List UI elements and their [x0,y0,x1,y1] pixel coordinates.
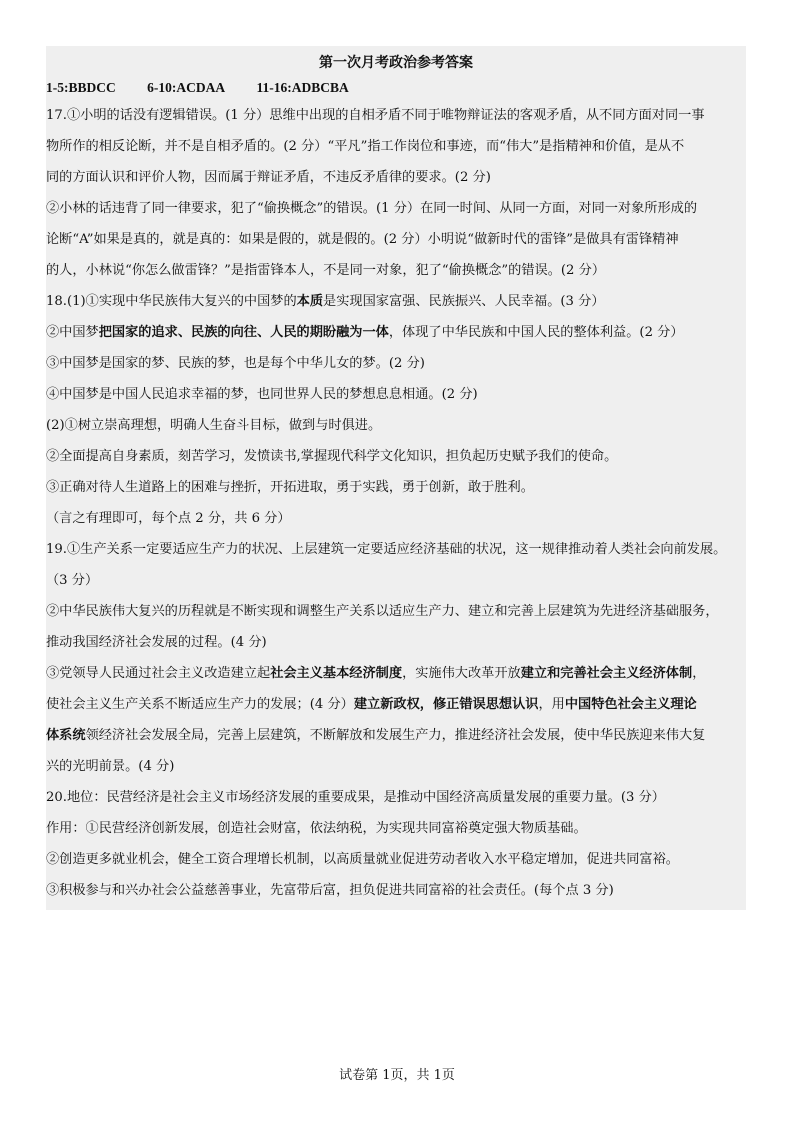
answer-text: ③积极参与和兴办社会公益慈善事业，先富带后富，担负促进共同富裕的社会责任。(每个点 3 分) [46,883,614,898]
answer-text: 论断“A”如果是真的，就是真的：如果是假的，就是假的。(2 分）小明说“做新时代的雷锋”是做具有雷锋精神 [46,232,679,247]
answer-text: ②创造更多就业机会，健全工资合理增长机制，以高质量就业促进劳动者收入水平稳定增加，促进共同富裕。 [46,852,679,867]
page-footer: 试卷第 1页，共 1页 [339,1068,455,1083]
answer-text: 作用：①民营经济创新发展，创造社会财富，依法纳税，为实现共同富裕奠定强大物质基础。 [46,821,587,836]
answer-line [46,472,746,503]
answer-line [46,689,746,720]
answer-key-phrase: 社会主义基本经济制度 [270,666,403,681]
answer-key-phrase: 建立新政权，修正错误思想认识 [353,697,539,712]
answer-line [46,410,746,441]
answer-line [46,627,746,658]
mc-answers-6-10: 6-10:ACDAA [147,80,226,95]
mc-answers-1-5: 1-5:BBDCC [46,80,116,95]
answer-line [46,348,746,379]
answer-line [46,131,746,162]
page-title: 第一次月考政治参考答案 [319,55,473,71]
answer-line [46,720,746,751]
answer-text: 物所作的相反论断，并不是自相矛盾的。(2 分）“平凡”指工作岗位和事迹，而“伟大”是指精神和价值，是从不 [46,139,685,154]
answer-text: ②中国梦 [46,325,99,340]
answer-line [46,503,746,534]
answer-text: ， [692,666,706,681]
answer-text: 20.地位：民营经济是社会主义市场经济发展的重要成果，是推动中国经济高质量发展的重要力量。(3 分） [46,790,665,805]
answer-key-phrase: 建立和完善社会主义经济体制 [520,666,693,681]
answer-text: ②全面提高自身素质，刻苦学习，发愤读书,掌握现代科学文化知识，担负起历史赋予我们的使命。 [46,449,618,464]
answer-text: （3 分） [46,573,99,588]
answer-key-phrase: 本质 [296,294,324,309]
answer-key-phrase: 体系统 [46,728,86,743]
answer-line [46,317,746,348]
answer-text: 同的方面认识和评价人物，因而属于辩证矛盾，不违反矛盾律的要求。(2 分) [46,170,491,185]
answer-line [46,224,746,255]
answer-line [46,162,746,193]
multiple-choice-answers [46,76,746,100]
answer-text: 是实现国家富强、民族振兴、人民幸福。(3 分） [323,294,605,309]
answer-line [46,100,746,131]
answer-line [46,875,746,906]
answer-line [46,596,746,627]
answer-text: 19.①生产关系一定要适应生产力的状况、上层建筑一定要适应经济基础的状况，这一规律推动着人类社会向前发展。 [46,542,727,557]
mc-answers-11-16: 11-16:ADBCBA [256,80,349,95]
answer-line [46,255,746,286]
answer-text: （言之有理即可，每个点 2 分，共 6 分） [46,511,291,526]
answer-text: 推动我国经济社会发展的过程。(4 分) [46,635,267,650]
answer-text: 使社会主义生产关系不断适应生产力的发展；(4 分） [46,697,354,712]
answer-line [46,813,746,844]
answer-line [46,751,746,782]
answer-sheet [46,46,746,910]
answer-text: ，体现了中华民族和中国人民的整体利益。(2 分） [388,325,684,340]
answer-text: 领经济社会发展全局，完善上层建筑，不断解放和发展生产力，推进经济社会发展，使中华民族迎来伟大复 [85,728,706,743]
answer-text: ②小林的话违背了同一律要求，犯了“偷换概念”的错误。(1 分）在同一时间、从同一方面，对同一对象所形成的 [46,201,698,216]
answer-line [46,844,746,875]
answer-text: ④中国梦是中国人民追求幸福的梦，也同世界人民的梦想息息相通。(2 分) [46,387,478,402]
answer-line [46,534,746,565]
answer-text: 兴的光明前景。(4 分) [46,759,175,774]
answer-body [46,100,746,906]
answer-line [46,658,746,689]
answer-text: ③正确对待人生道路上的困难与挫折，开拓进取，勇于实践，勇于创新，敢于胜利。 [46,480,534,495]
answer-text: 18.(1)①实现中华民族伟大复兴的中国梦的 [46,294,297,309]
answer-text: ，用 [538,697,565,712]
answer-text: ③中国梦是国家的梦、民族的梦，也是每个中华儿女的梦。(2 分) [46,356,425,371]
answer-text: ③党领导人民通过社会主义改造建立起 [46,666,271,681]
answer-text: ②中华民族伟大复兴的历程就是不断实现和调整生产关系以适应生产力、建立和完善上层建筑为先进经济基础服务， [46,604,719,619]
answer-line [46,379,746,410]
answer-line [46,782,746,813]
answer-text: (2)①树立崇高理想，明确人生奋斗目标，做到与时俱进。 [46,418,382,433]
answer-text: ，实施伟大改革开放 [402,666,521,681]
answer-line [46,193,746,224]
answer-line [46,286,746,317]
answer-line [46,565,746,596]
answer-line [46,441,746,472]
answer-key-phrase: 中国特色社会主义理论 [564,697,697,712]
answer-text: 17.①小明的话没有逻辑错误。(1 分）思维中出现的自相矛盾不同于唯物辩证法的客观矛盾，从不同方面对同一事 [46,108,705,123]
answer-key-phrase: 把国家的追求、民族的向往、人民的期盼融为一体 [98,325,389,340]
answer-text: 的人，小林说“你怎么做雷锋？”是指雷锋本人，不是同一对象，犯了“偷换概念”的错误。(2 分） [46,263,606,278]
